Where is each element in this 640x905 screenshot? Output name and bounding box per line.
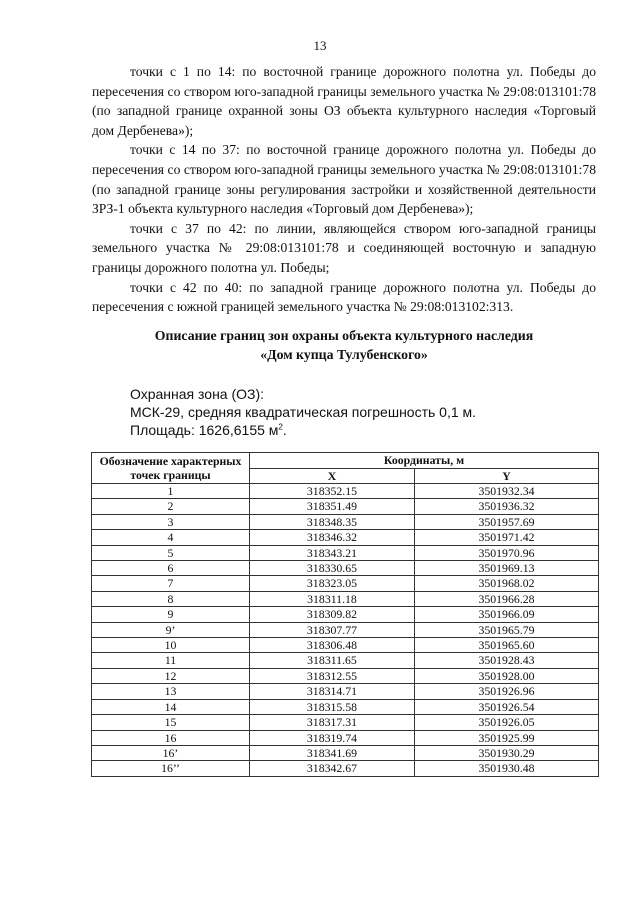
cell-y: 3501925.99 [414,730,598,745]
cell-point: 3 [92,514,250,529]
cell-x: 318346.32 [250,530,415,545]
paragraph: точки с 1 по 14: по восточной границе дорожного полотна ул. Победы до пересечения со створом юго-западной границы земельного участка № 29:08:013101:78 (по западной границе охранной зоны ОЗ объекта культурного наследия «Торговый дом Дербенева»); [92,64,596,138]
cell-y: 3501966.28 [414,591,598,606]
table-body [92,484,599,777]
cell-y: 3501969.13 [414,561,598,576]
paragraph: точки с 42 по 40: по западной границе дорожного полотна ул. Победы до пересечения с южной границей земельного участка № 29:08:013102:313. [92,279,596,315]
cell-point: 7 [92,576,250,591]
cell-y: 3501926.96 [414,684,598,699]
zone-info [130,385,476,439]
table-row [92,514,599,529]
header-x: X [250,468,415,484]
cell-x: 318311.65 [250,653,415,668]
cell-y: 3501971.42 [414,530,598,545]
cell-x: 318317.31 [250,715,415,730]
table-header-row [92,453,599,469]
table-row [92,730,599,745]
cell-point: 5 [92,545,250,560]
cell-x: 318314.71 [250,684,415,699]
cell-point: 15 [92,715,250,730]
table-row [92,561,599,576]
cell-y: 3501966.09 [414,607,598,622]
table-row [92,745,599,760]
cell-point: 4 [92,530,250,545]
cell-point: 8 [92,591,250,606]
cell-point: 13 [92,684,250,699]
zone-area-end: . [282,422,287,438]
cell-x: 318352.15 [250,484,415,499]
coordinates-table [91,452,599,777]
cell-point: 16’’ [92,761,250,776]
table-row [92,484,599,499]
zone-name: Охранная зона (ОЗ): [130,386,265,402]
header-point: Обозначение характерных точек границы [92,453,250,484]
cell-y: 3501926.54 [414,699,598,714]
table-row [92,684,599,699]
zone-area [130,421,476,439]
paragraph: точки с 37 по 42: по линии, являющейся створом юго-западной границы земельного участка № 29:08:013101:78 и соединяющей восточную и западную границы дорожного полотна ул. Победы; [92,220,596,275]
cell-x: 318341.69 [250,745,415,760]
cell-point: 14 [92,699,250,714]
cell-y: 3501968.02 [414,576,598,591]
cell-x: 318309.82 [250,607,415,622]
table-row [92,591,599,606]
zone-area-label: Площадь: 1626,6155 м [130,422,279,438]
table-row [92,576,599,591]
cell-x: 318348.35 [250,514,415,529]
cell-y: 3501970.96 [414,545,598,560]
cell-x: 318312.55 [250,668,415,683]
section-heading [92,327,596,364]
cell-y: 3501928.00 [414,668,598,683]
cell-x: 318342.67 [250,761,415,776]
cell-y: 3501930.48 [414,761,598,776]
cell-point: 12 [92,668,250,683]
cell-x: 318319.74 [250,730,415,745]
cell-point: 16 [92,730,250,745]
table-row [92,545,599,560]
table-row [92,761,599,776]
cell-x: 318315.58 [250,699,415,714]
table-row [92,653,599,668]
table-row [92,499,599,514]
cell-y: 3501965.60 [414,638,598,653]
paragraph: точки с 14 по 37: по восточной границе дорожного полотна ул. Победы до пересечения со створом юго-западной границы земельного участка № 29:08:013101:78 (по западной границе зоны регулирования застройки и хозяйственной деятельности ЗРЗ-1 объекта культурного наследия «Торговый дом Дербенева»); [92,142,596,217]
table-row [92,622,599,637]
cell-point: 2 [92,499,250,514]
cell-x: 318343.21 [250,545,415,560]
cell-point: 9’ [92,622,250,637]
table-row [92,715,599,730]
cell-point: 9 [92,607,250,622]
table-row [92,668,599,683]
cell-y: 3501932.34 [414,484,598,499]
cell-y: 3501930.29 [414,745,598,760]
cell-point: 10 [92,638,250,653]
cell-y: 3501965.79 [414,622,598,637]
heading-line: Описание границ зон охраны объекта культурного наследия [154,328,534,343]
cell-x: 318307.77 [250,622,415,637]
cell-y: 3501936.32 [414,499,598,514]
cell-y: 3501928.43 [414,653,598,668]
boundary-description [92,62,596,317]
cell-point: 11 [92,653,250,668]
cell-x: 318351.49 [250,499,415,514]
cell-x: 318306.48 [250,638,415,653]
cell-point: 1 [92,484,250,499]
cell-x: 318323.05 [250,576,415,591]
table-row [92,699,599,714]
zone-area-sup: 2 [278,422,283,432]
cell-y: 3501926.05 [414,715,598,730]
cell-point: 6 [92,561,250,576]
page-number: 13 [313,38,327,53]
cell-point: 16’ [92,745,250,760]
header-coords: Координаты, м [250,453,599,469]
zone-crs: МСК-29, средняя квадратическая погрешность 0,1 м. [130,404,477,420]
cell-y: 3501957.69 [414,514,598,529]
header-y: Y [414,468,598,484]
cell-x: 318330.65 [250,561,415,576]
heading-line: «Дом купца Тулубенского» [260,346,428,362]
cell-x: 318311.18 [250,591,415,606]
table-row [92,607,599,622]
table-row [92,530,599,545]
table-row [92,638,599,653]
